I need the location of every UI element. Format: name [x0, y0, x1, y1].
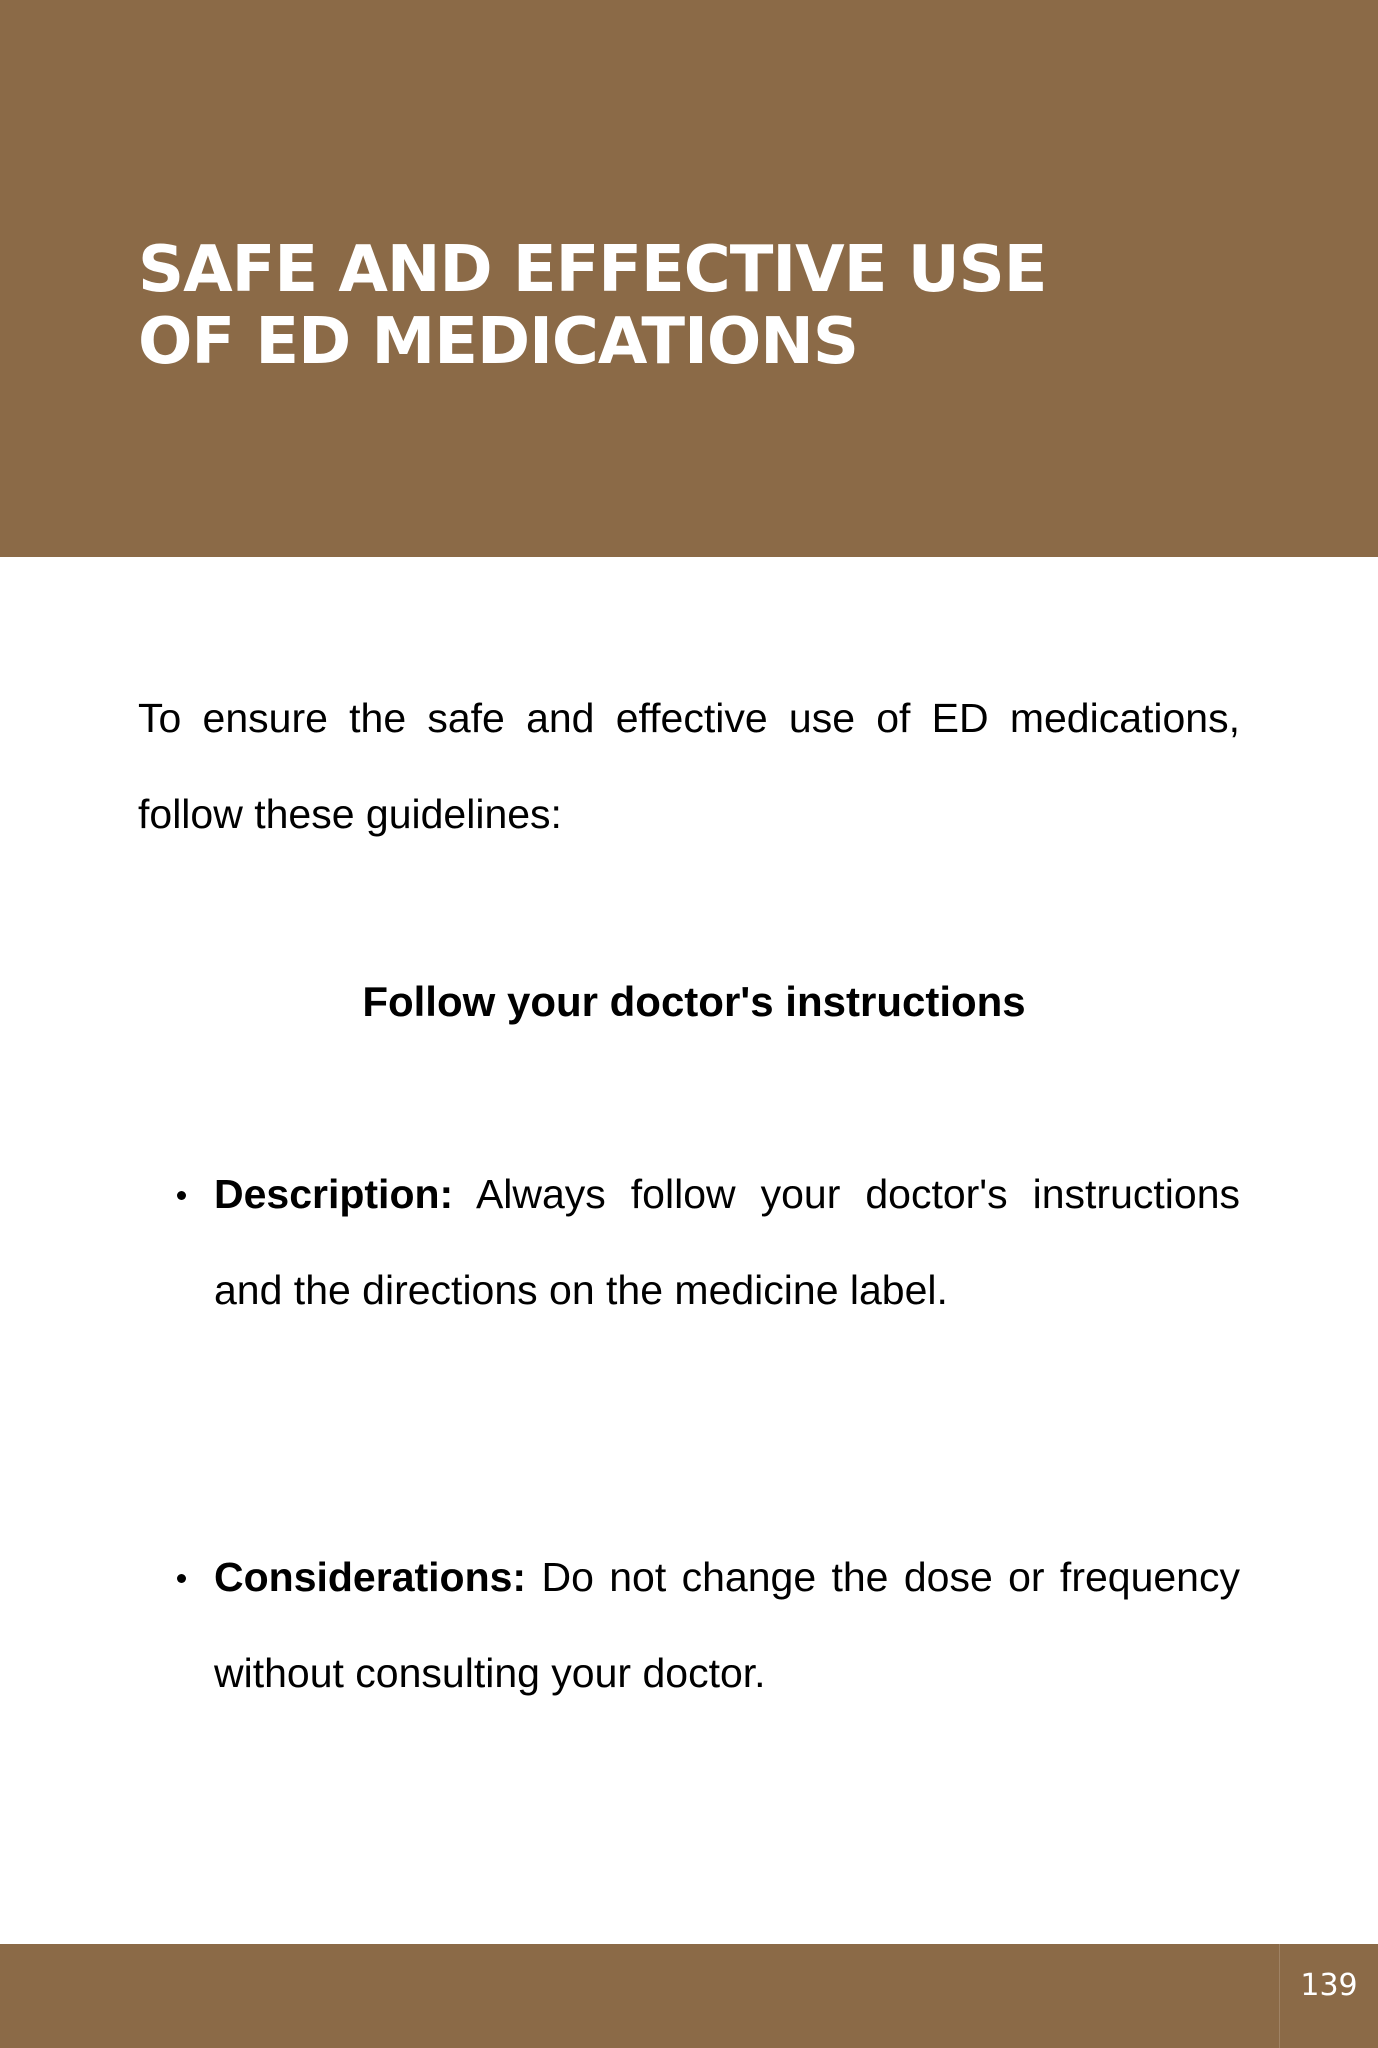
considerations-text: Do not change the dose or frequency without consulting your doctor.: [214, 1554, 1240, 1696]
list-item-description: [138, 1146, 1240, 1338]
intro-paragraph: To ensure the safe and effective use of ED medications, follow these guidelines:: [138, 695, 1240, 837]
bullet-icon: [177, 1191, 186, 1200]
header-band: [0, 0, 1378, 557]
bullet-icon: [177, 1574, 186, 1583]
considerations-list: [138, 1529, 1240, 1721]
page-title: [138, 234, 1138, 378]
page-number: 139: [1279, 1944, 1378, 2048]
description-text: Always follow your doctor's instructions and the directions on the medicine label.: [214, 1171, 1240, 1313]
description-list: [138, 1146, 1240, 1338]
considerations-label: Considerations:: [214, 1554, 527, 1600]
page-title-line-1: SAFE AND EFFECTIVE USE: [138, 233, 1047, 307]
page-title-line-2: OF ED MEDICATIONS: [138, 305, 858, 379]
footer-band: [0, 1944, 1378, 2048]
list-item-considerations: [138, 1529, 1240, 1721]
description-label: Description:: [214, 1171, 454, 1217]
section-heading: Follow your doctor's instructions: [362, 978, 1026, 1025]
